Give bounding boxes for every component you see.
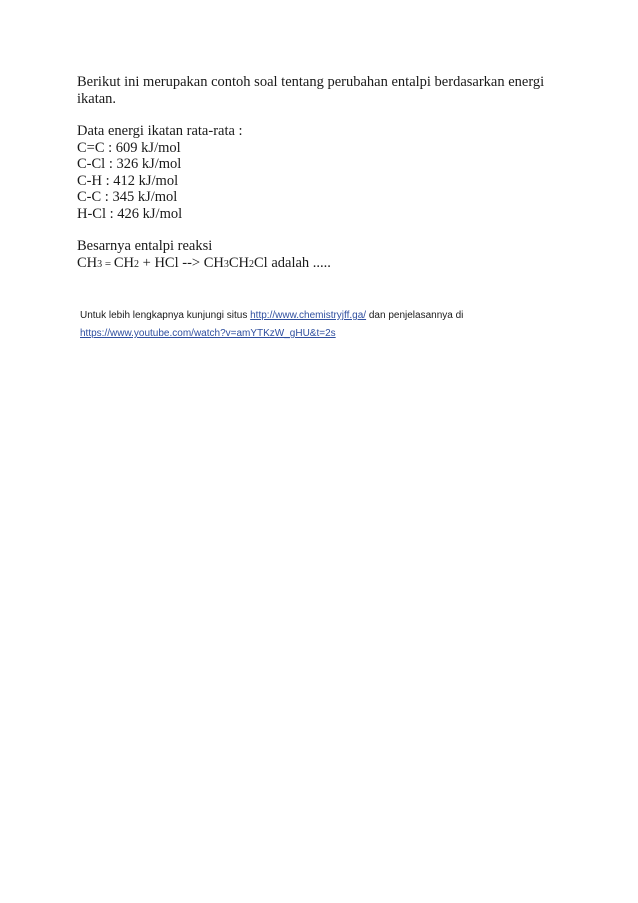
intro-line-1: Berikut ini merupakan contoh soal tentang perubahan entalpi berdasarkan energi (77, 74, 545, 90)
chemistry-site-link[interactable]: http://www.chemistryjff.ga/ (250, 310, 367, 321)
bond-item-cc-single: C-C : 345 kJ/mol (77, 189, 178, 205)
footnote-prefix: Untuk lebih lengkapnya kunjungi situs (80, 310, 251, 321)
youtube-video-link[interactable]: https://www.youtube.com/watch?v=amYTKzW_gHU&t=2s (80, 328, 336, 339)
footnote-middle: dan penjelasannya di (366, 310, 464, 321)
bond-item-ccl: C-Cl : 326 kJ/mol (77, 156, 182, 172)
bond-data-heading: Data energi ikatan rata-rata : (77, 123, 243, 139)
bond-item-ch: C-H : 412 kJ/mol (77, 172, 179, 189)
footnote (80, 307, 560, 343)
document-body (77, 74, 557, 273)
bond-item-cc-double: C=C : 609 kJ/mol (77, 139, 181, 156)
bond-item-hcl: H-Cl : 426 kJ/mol (77, 205, 183, 222)
question-heading: Besarnya entalpi reaksi (77, 238, 213, 254)
reaction-equation: CH3 = CH2 + HCl --> CH3CH2Cl adalah ..... (77, 254, 331, 271)
intro-line-2: ikatan. (77, 90, 117, 107)
